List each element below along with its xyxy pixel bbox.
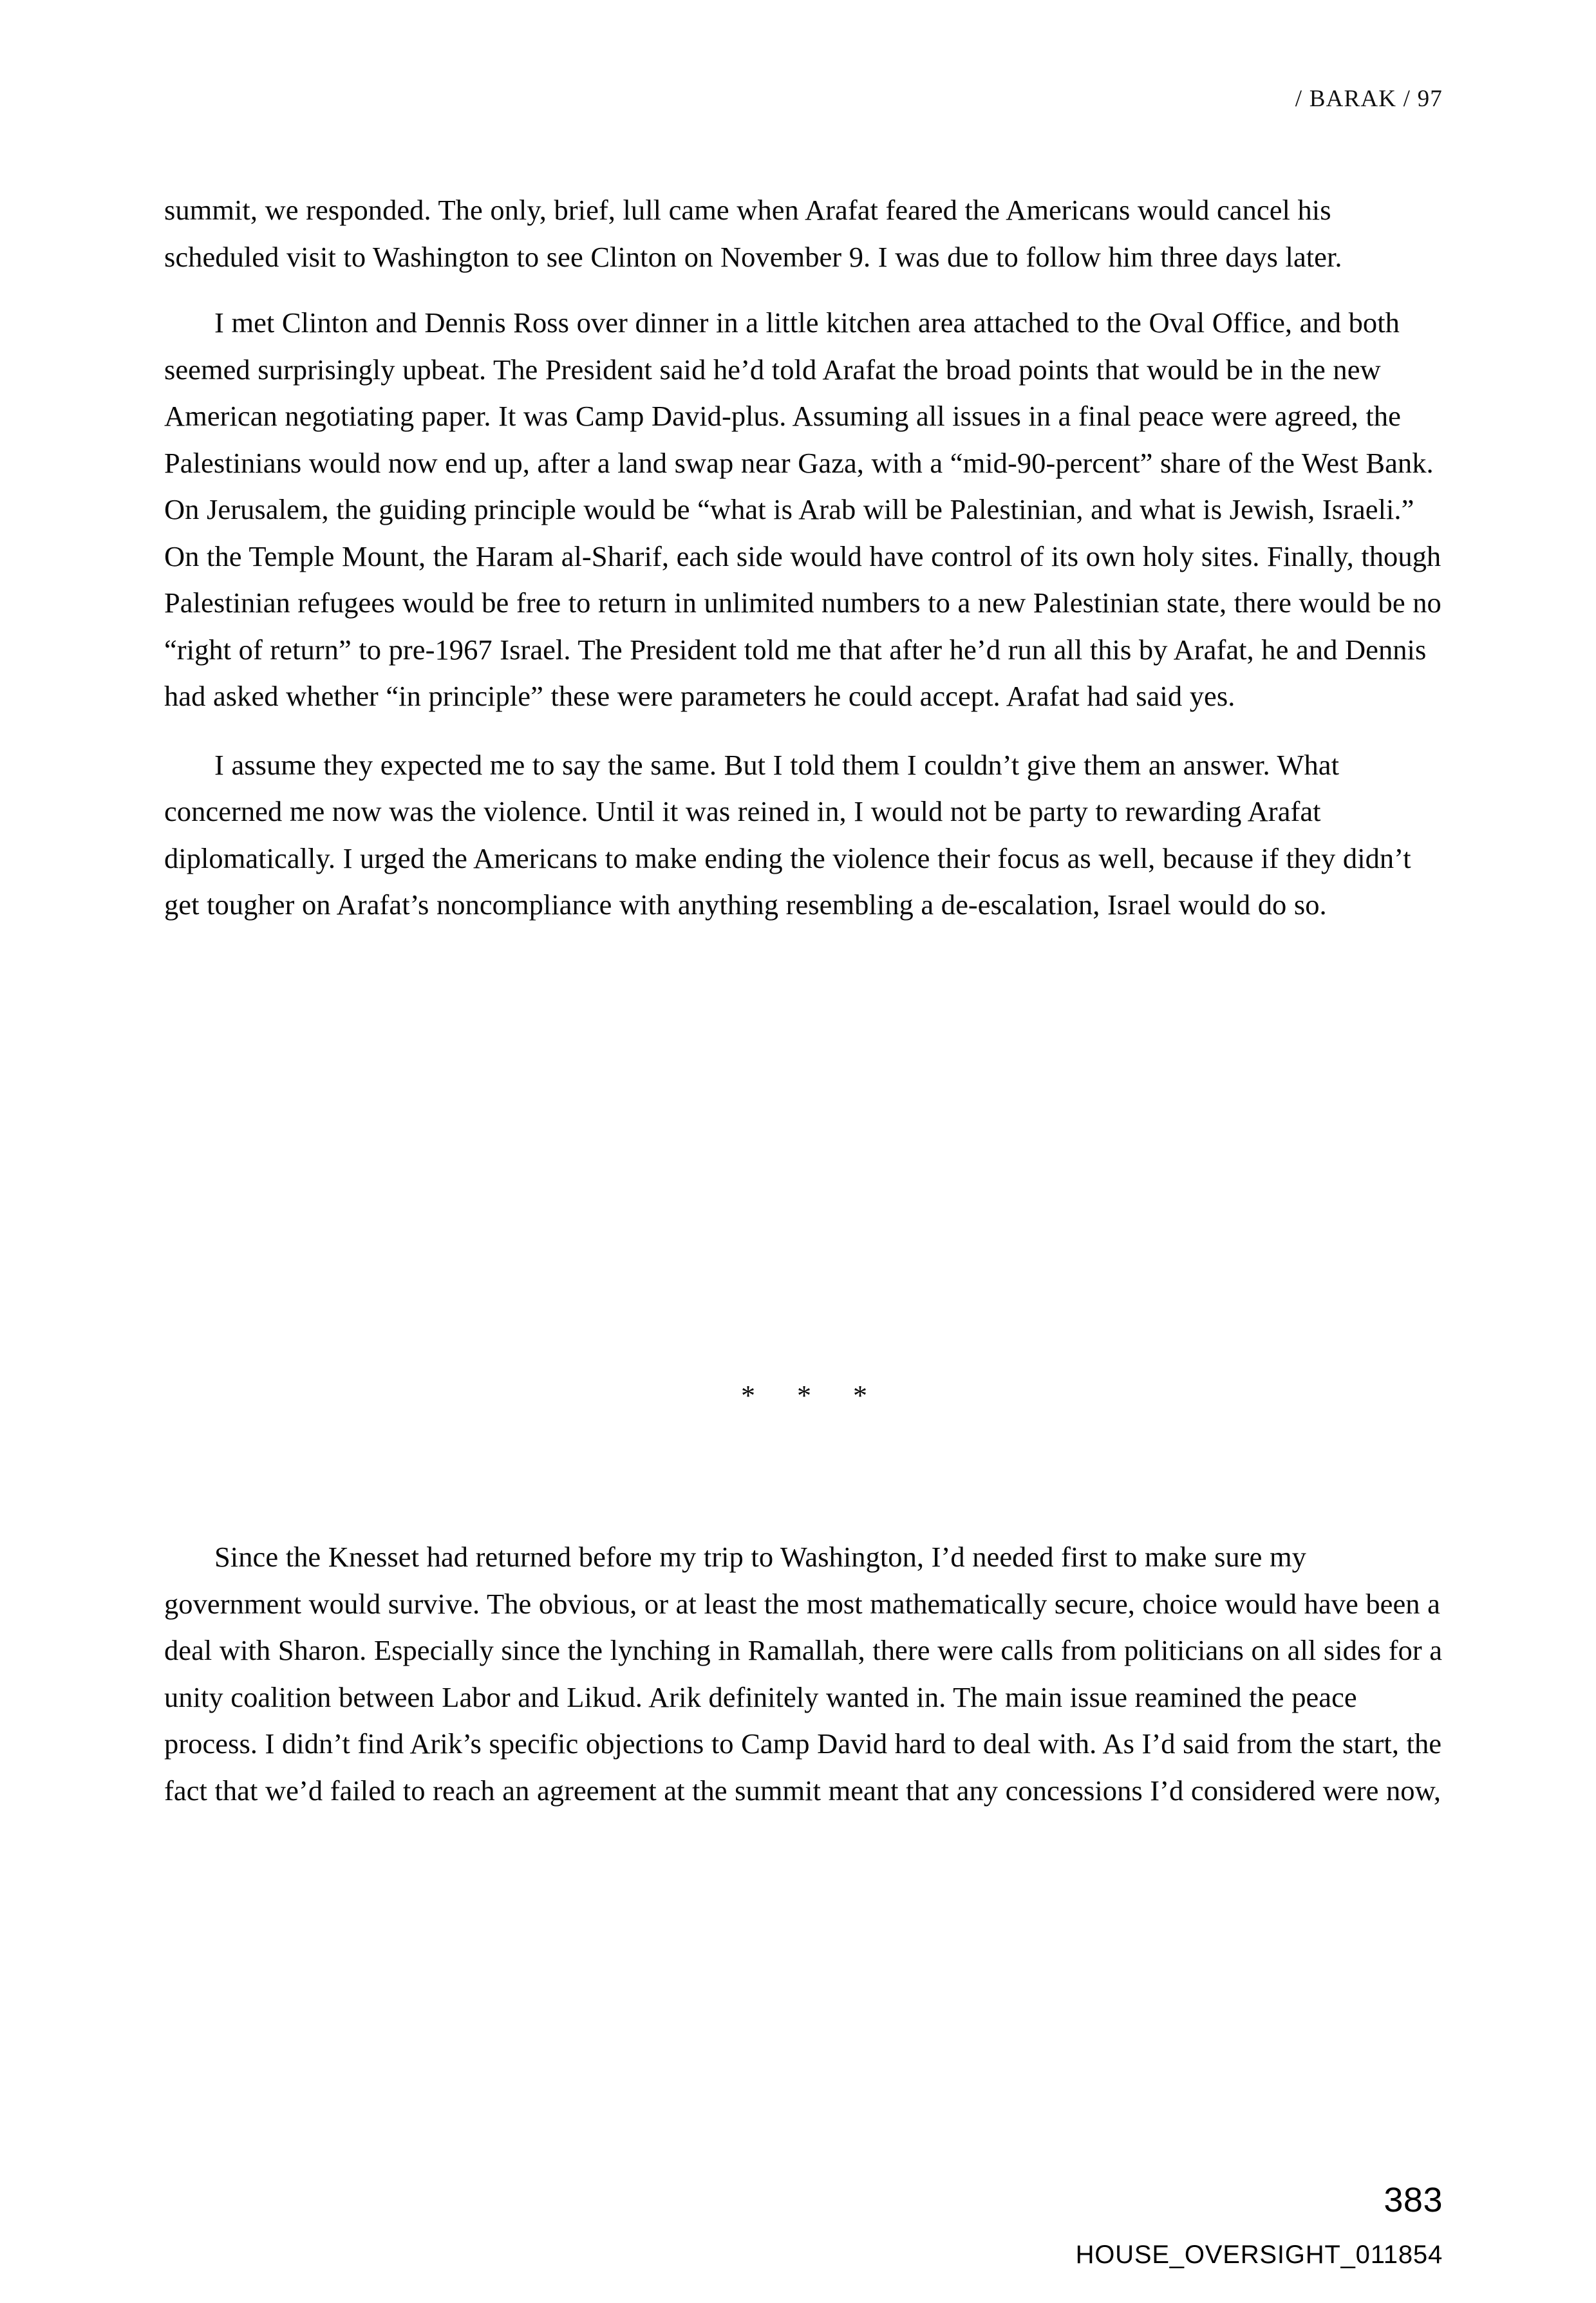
asterisk-glyph-3: * bbox=[853, 1380, 867, 1411]
body-text-column-lower bbox=[164, 1534, 1444, 1833]
paragraph-clinton-dinner: I met Clinton and Dennis Ross over dinner in a little kitchen area attached to the Oval Office, and both seemed surprisingly upbeat. The President said he’d told Arafat the broad points that would be in the new American negotiating paper. It was Camp David-plus. Assuming all issues in a final peace were agreed, the Palestinians would now end up, after a land swap near Gaza, with a “mid-90-percent” share of the West Bank. On Jerusalem, the guiding principle would be “what is Arab will be Palestinian, and what is Jewish, Israeli.” On the Temple Mount, the Haram al-Sharif, each side would have control of its own holy sites. Finally, though Palestinian refugees would be free to return in unlimited numbers to a new Palestinian state, there would be no “right of return” to pre-1967 Israel. The President told me that after he’d run all this by Arafat, he and Dennis had asked whether “in principle” these were parameters he could accept. Arafat had said yes. bbox=[164, 306, 1441, 712]
page-number: 383 bbox=[1384, 2181, 1443, 2219]
bates-stamp: HOUSE_OVERSIGHT_011854 bbox=[1075, 2241, 1443, 2269]
paragraph-violence: I assume they expected me to say the same. But I told them I couldn’t give them an answer. What concerned me now was the violence. Until it was reined in, I would not be party to rewarding Arafat diplomatically. I urged the Americans to make ending the violence their focus as well, because if they didn’t get tougher on Arafat’s noncompliance with anything resembling a de-escalation, Israel would do so. bbox=[164, 748, 1411, 921]
asterisk-glyph-1: * bbox=[741, 1380, 755, 1411]
paragraph-continued: summit, we responded. The only, brief, lull came when Arafat feared the Americans would cancel his scheduled visit to Washington to see Clinton on November 9. I was due to follow him three days later. bbox=[164, 194, 1342, 273]
running-head: / BARAK / 97 bbox=[1295, 86, 1443, 112]
asterisk-glyph-2: * bbox=[797, 1380, 811, 1411]
body-text-column-upper bbox=[164, 187, 1444, 948]
section-break-asterisks bbox=[164, 1377, 1444, 1415]
paragraph-knesset: Since the Knesset had returned before my trip to Washington, I’d needed first to make sure my government would survive. The obvious, or at least the most mathematically secure, choice would have been a deal with Sharon. Especially since the lynching in Ramallah, there were calls from politicians on all sides for a unity coalition between Labor and Likud. Arik definitely wanted in. The main issue reamined the peace process. I didn’t find Arik’s specific objections to Camp David hard to deal with. As I’d said from the start, the fact that we’d failed to reach an agreement at the summit meant that any concessions I’d considered were now, bbox=[164, 1541, 1443, 1807]
